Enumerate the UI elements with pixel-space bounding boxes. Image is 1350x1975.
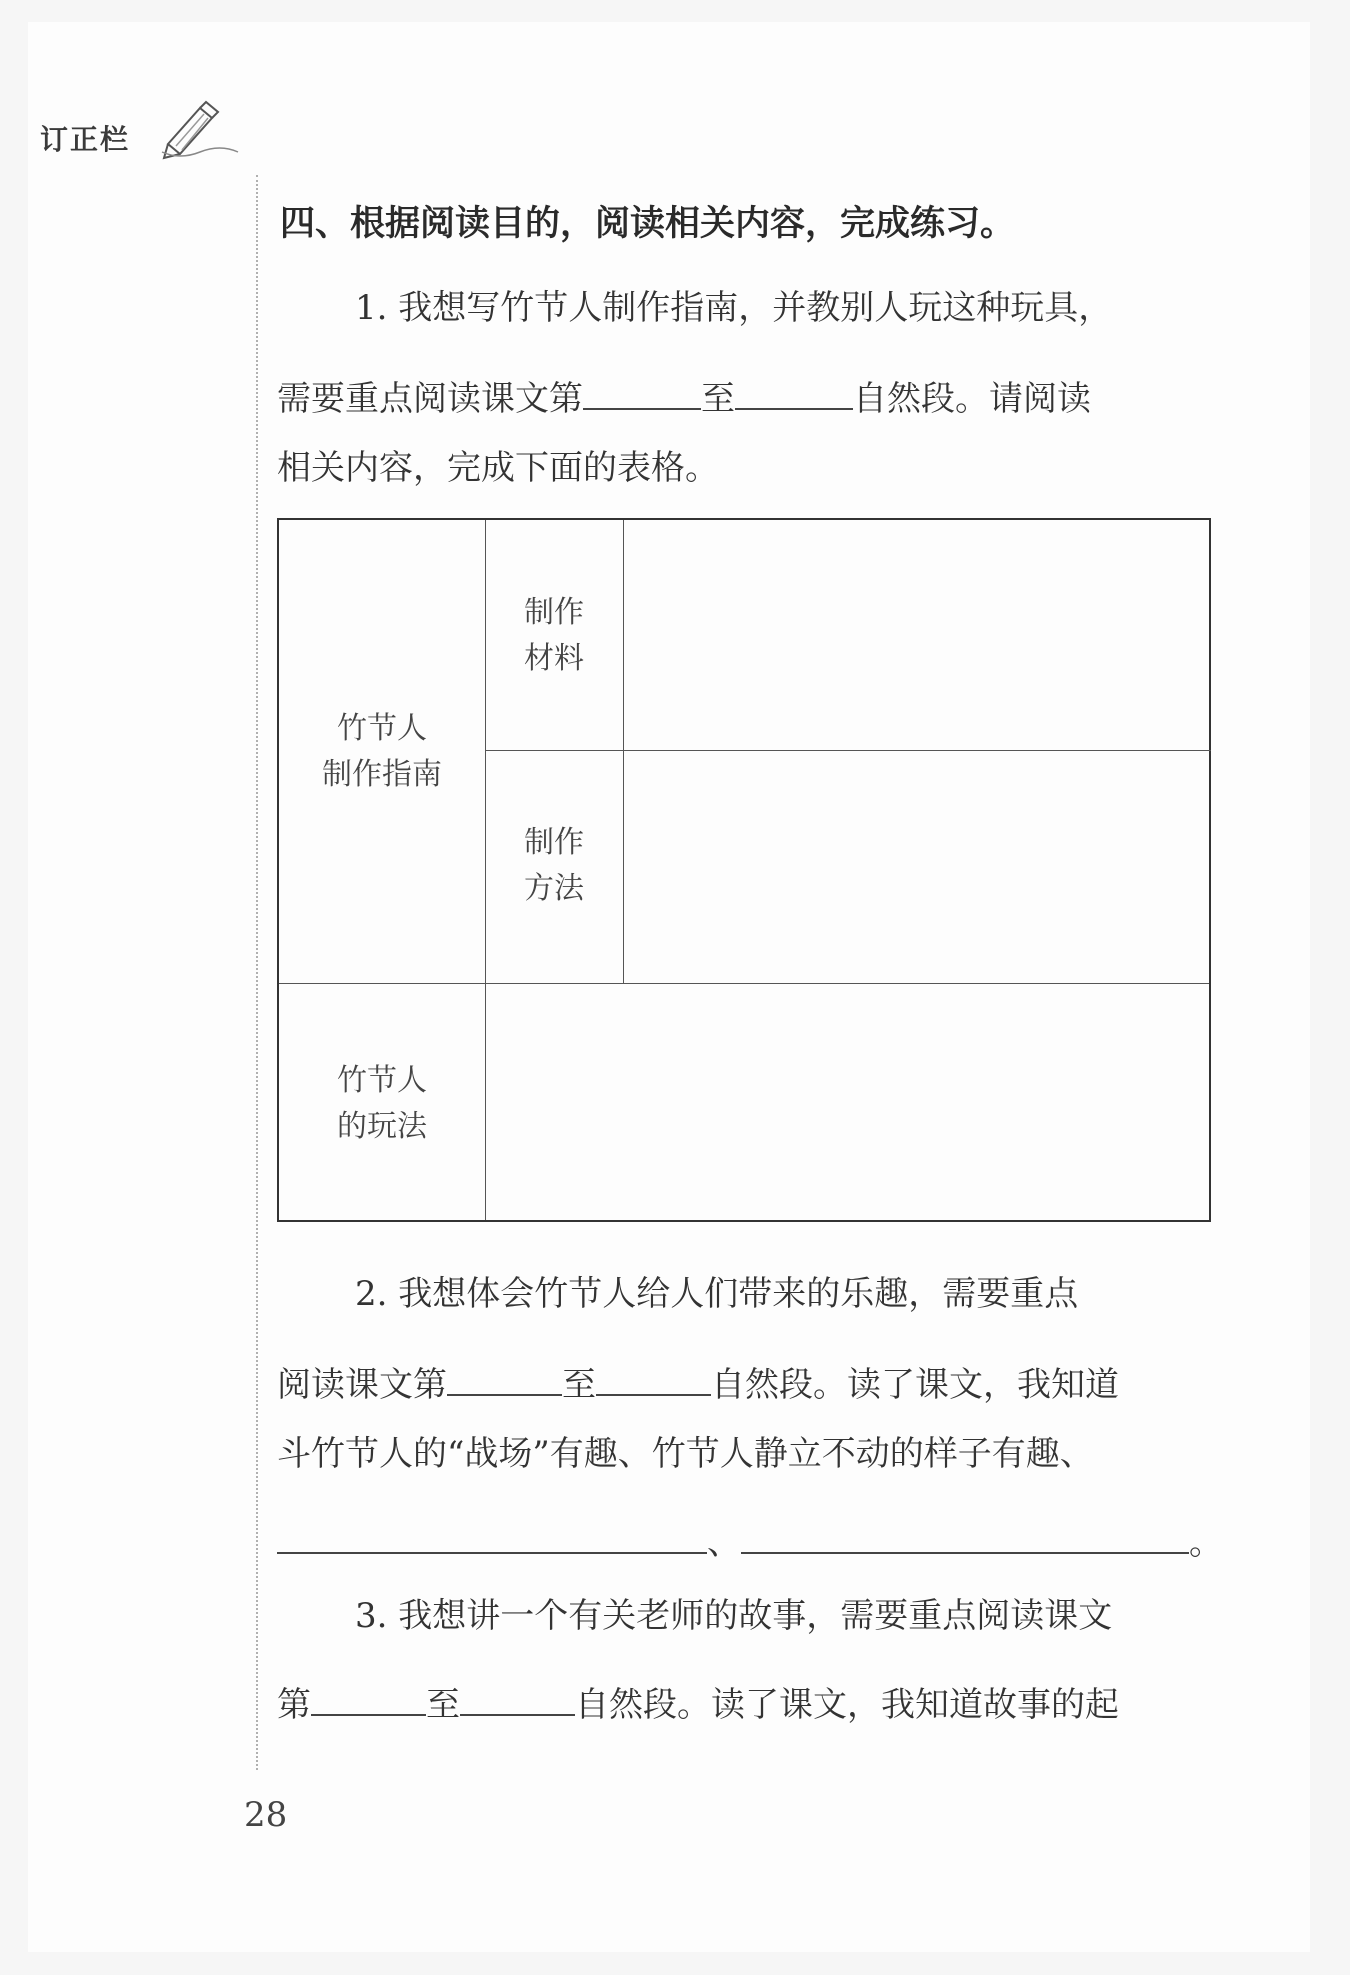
q2-line2 [277,1356,1119,1406]
page-number: 28 [244,1795,288,1835]
play-answer-cell[interactable] [487,985,1209,1218]
q2-end-paragraph-blank[interactable] [596,1356,711,1396]
q1-line2-text-c: 自然段。请阅读 [853,379,1091,419]
pencil-icon [160,100,240,160]
table-row-divider [279,983,1209,984]
q2-line2-text-b: 至 [562,1365,596,1405]
q3-start-paragraph-blank[interactable] [311,1676,426,1716]
table-col-divider-2 [623,520,624,983]
q3-end-paragraph-blank[interactable] [460,1676,575,1716]
correction-column-label: 订正栏 [40,123,131,156]
materials-answer-cell[interactable] [625,522,1209,748]
q1-start-paragraph-blank[interactable] [583,370,701,410]
q1-line1: 1. 我想写竹节人制作指南，并教别人玩这种玩具， [355,288,1113,328]
q2-fun-blank-2[interactable] [741,1514,1189,1554]
row-label-making-guide: 竹节人 制作指南 [322,711,442,792]
q3-line2-text-b: 至 [426,1685,460,1725]
method-answer-cell[interactable] [625,752,1209,981]
q2-fun-blank-1[interactable] [277,1514,707,1554]
row-label-how-to-play: 竹节人 的玩法 [337,1063,427,1144]
sub-label-method: 制作 方法 [524,825,584,906]
q2-line3: 斗竹节人的“战场”有趣、竹节人静立不动的样子有趣、 [277,1434,1094,1474]
q2-end-mark: 。 [1189,1523,1223,1563]
q1-line2 [277,370,1091,420]
q3-line2 [277,1676,1119,1726]
q3-line2-text-c: 自然段。读了课文，我知道故事的起 [575,1685,1119,1725]
q1-end-paragraph-blank[interactable] [735,370,853,410]
q1-line2-text-a: 需要重点阅读课文第 [277,379,583,419]
section-heading: 四、根据阅读目的，阅读相关内容，完成练习。 [280,204,1016,244]
q2-line1: 2. 我想体会竹节人给人们带来的乐趣，需要重点 [355,1274,1079,1314]
q2-line2-text-c: 自然段。读了课文，我知道 [711,1365,1119,1405]
q2-separator: 、 [707,1523,741,1563]
q2-start-paragraph-blank[interactable] [447,1356,562,1396]
sub-label-materials: 制作 材料 [524,595,584,676]
q1-line2-text-b: 至 [701,379,735,419]
margin-dotted-line [256,175,258,1770]
q1-line3: 相关内容，完成下面的表格。 [277,448,719,488]
q3-line2-text-a: 第 [277,1685,311,1725]
guide-table [277,518,1211,1222]
q2-line4 [277,1514,1223,1564]
q3-line1: 3. 我想讲一个有关老师的故事，需要重点阅读课文 [355,1596,1113,1636]
table-sub-row-divider [485,750,1211,751]
q2-line2-text-a: 阅读课文第 [277,1365,447,1405]
